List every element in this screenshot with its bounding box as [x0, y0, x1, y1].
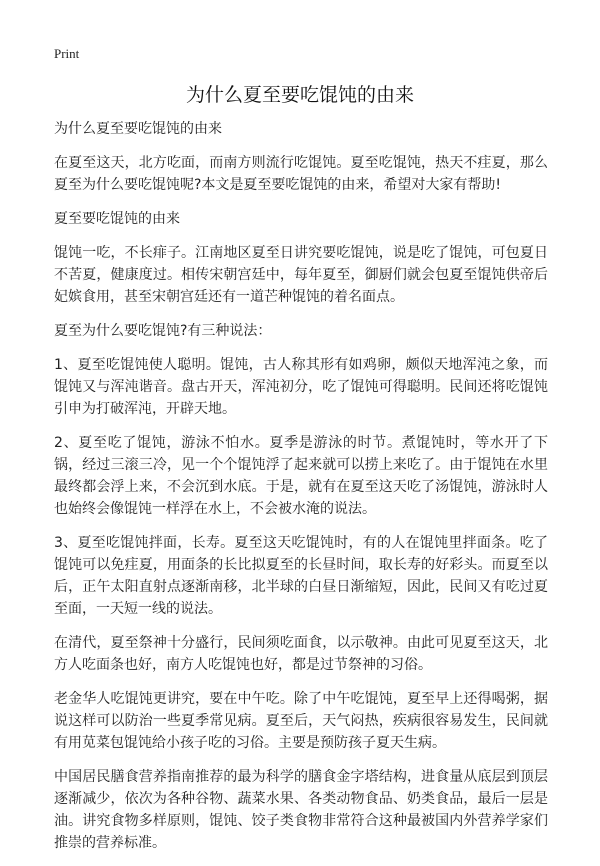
article-paragraph: 中国居民膳食营养指南推荐的最为科学的膳食金字塔结构，进食量从底层到顶层逐渐减少，依次为各种谷物、蔬菜水果、各类动物食品、奶类食品，最后一层是油。讲究食物多样原则，馄饨、饺子类食物非常符合这种最被国内外营养学家们推崇的营养标准。 [54, 769, 548, 851]
section-heading: 夏至要吃馄饨的由来 [54, 211, 180, 227]
article-paragraph: 1、夏至吃馄饨使人聪明。馄饨，古人称其形有如鸡卵，颇似天地浑沌之象，而馄饨又与浑沌谐音。盘古开天，浑沌初分，吃了馄饨可得聪明。民间还将吃馄饨引申为打破浑沌，开辟天地。 [54, 357, 548, 417]
article-paragraph: 3、夏至吃馄饨拌面，长寿。夏至这天吃馄饨时，有的人在馄饨里拌面条。吃了馄饨可以免疰夏，用面条的长比拟夏至的长昼时间，取长寿的好彩头。而夏至以后，正午太阳直射点逐渐南移，北半球的白昼日渐缩短，因此，民间又有吃过夏至面，一天短一线的说法。 [54, 535, 548, 617]
print-link[interactable]: Print [54, 46, 80, 61]
page-title: 为什么夏至要吃馄饨的由来 [185, 84, 414, 106]
article-body [54, 118, 548, 866]
article-subtitle: 为什么夏至要吃馄饨的由来 [54, 121, 222, 137]
article-paragraph: 2、夏至吃了馄饨，游泳不怕水。夏季是游泳的时节。煮馄饨时，等水开了下锅，经过三滚三冷，见一个个馄饨浮了起来就可以捞上来吃了。由于馄饨在水里最终都会浮上来，不会沉到水底。于是，就有在夏至这天吃了汤馄饨，游泳时人也始终会像馄饨一样浮在水上，不会被水淹的说法。 [54, 435, 548, 517]
article-paragraph: 在夏至这天，北方吃面，而南方则流行吃馄饨。夏至吃馄饨，热天不疰夏，那么夏至为什么要吃馄饨呢?本文是夏至要吃馄饨的由来，希望对大家有帮助! [54, 155, 548, 193]
section-heading: 夏至为什么要吃馄饨?有三种说法： [54, 323, 272, 339]
article-paragraph: 馄饨一吃，不长痱子。江南地区夏至日讲究要吃馄饨，说是吃了馄饨，可包夏日不苦夏，健康度过。相传宋朝宫廷中，每年夏至，御厨们就会包夏至馄饨供帝后妃嫔食用，甚至宋朝宫廷还有一道芒种馄饨的着名面点。 [54, 245, 548, 305]
article-paragraph: 在清代，夏至祭神十分盛行，民间须吃面食，以示敬神。由此可见夏至这天，北方人吃面条也好，南方人吃馄饨也好，都是过节祭神的习俗。 [54, 635, 548, 673]
article-paragraph: 老金华人吃馄饨更讲究，要在中午吃。除了中午吃馄饨，夏至早上还得喝粥，据说这样可以防治一些夏季常见病。夏至后，天气闷热，疾病很容易发生，民间就有用苋菜包馄饨给小孩子吃的习俗。主要是预防孩子夏天生病。 [54, 691, 548, 751]
